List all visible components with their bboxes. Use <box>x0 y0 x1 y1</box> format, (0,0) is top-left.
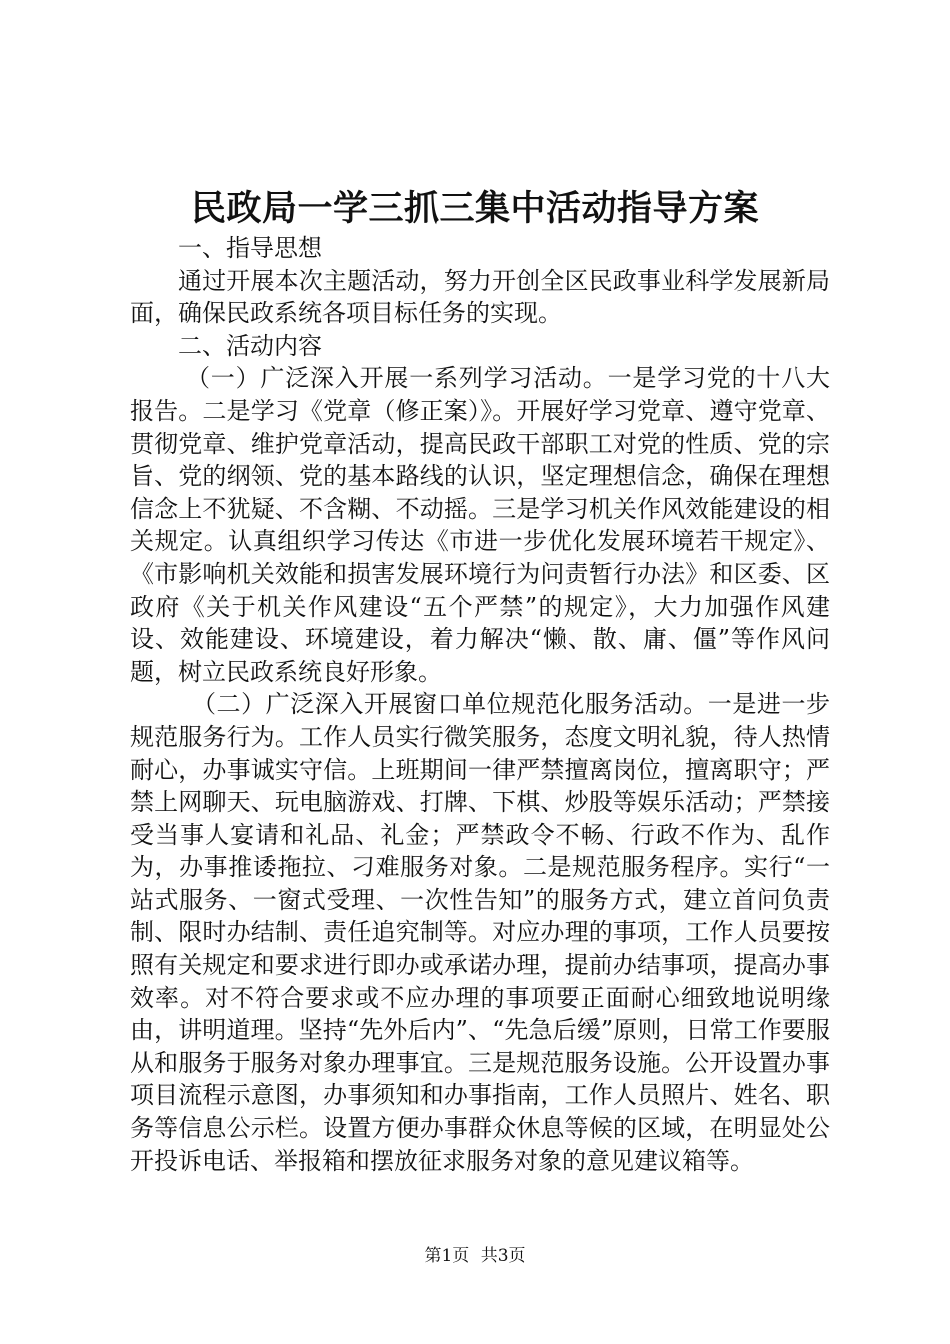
page-number: 第1页 <box>424 1246 470 1266</box>
paragraph-window-service-activities: （二）广泛深入开展窗口单位规范化服务活动。一是进一步规范服务行为。工作人员实行微笑服务，态度文明礼貌，待人热情耐心，办事诚实守信。上班期间一律严禁擅离岗位，擅离职守；严禁上网聊天、玩电脑游戏、打牌、下棋、炒股等娱乐活动；严禁接受当事人宴请和礼品、礼金；严禁政令不畅、行政不作为、乱作为，办事推诿拖拉、刁难服务对象。二是规范服务程序。实行“一站式服务、一窗式受理、一次性告知”的服务方式，建立首问负责制、限时办结制、责任追究制等。对应办理的事项，工作人员要按照有关规定和要求进行即办或承诺办理，提前办结事项，提高办事效率。对不符合要求或不应办理的事项要正面耐心细致地说明缘由，讲明道理。坚持“先外后内”、“先急后缓”原则，日常工作要服从和服务于服务对象办理事宜。三是规范服务设施。公开设置办事项目流程示意图，办事须知和办事指南，工作人员照片、姓名、职务等信息公示栏。设置方便办事群众休息等候的区域，在明显处公开投诉电话、举报箱和摆放征求服务对象的意见建议箱等。 <box>130 690 830 1175</box>
section-heading-guiding-ideology: 一、指导思想 <box>178 234 322 262</box>
page-total: 共3页 <box>480 1246 526 1266</box>
page-footer <box>0 1244 950 1268</box>
paragraph-guiding-ideology: 通过开展本次主题活动，努力开创全区民政事业科学发展新局面，确保民政系统各项目标任务的实现。 <box>130 266 830 328</box>
document-title: 民政局一学三抓三集中活动指导方案 <box>190 188 759 229</box>
paragraph-study-activities: （一）广泛深入开展一系列学习活动。一是学习党的十八大报告。二是学习《党章（修正案）》。开展好学习党章、遵守党章、贯彻党章、维护党章活动，提高民政干部职工对党的性质、党的宗旨、党的纲领、党的基本路线的认识，坚定理想信念，确保在理想信念上不犹疑、不含糊、不动摇。三是学习机关作风效能建设的相关规定。认真组织学习传达《市进一步优化发展环境若干规定》、《市影响机关效能和损害发展环境行为问责暂行办法》和区委、区政府《关于机关作风建设“五个严禁”的规定》，大力加强作风建设、效能建设、环境建设，着力解决“懒、散、庸、僵”等作风问题，树立民政系统良好形象。 <box>130 364 830 686</box>
document-body <box>130 232 830 1177</box>
section-heading-activity-content: 二、活动内容 <box>178 331 322 360</box>
